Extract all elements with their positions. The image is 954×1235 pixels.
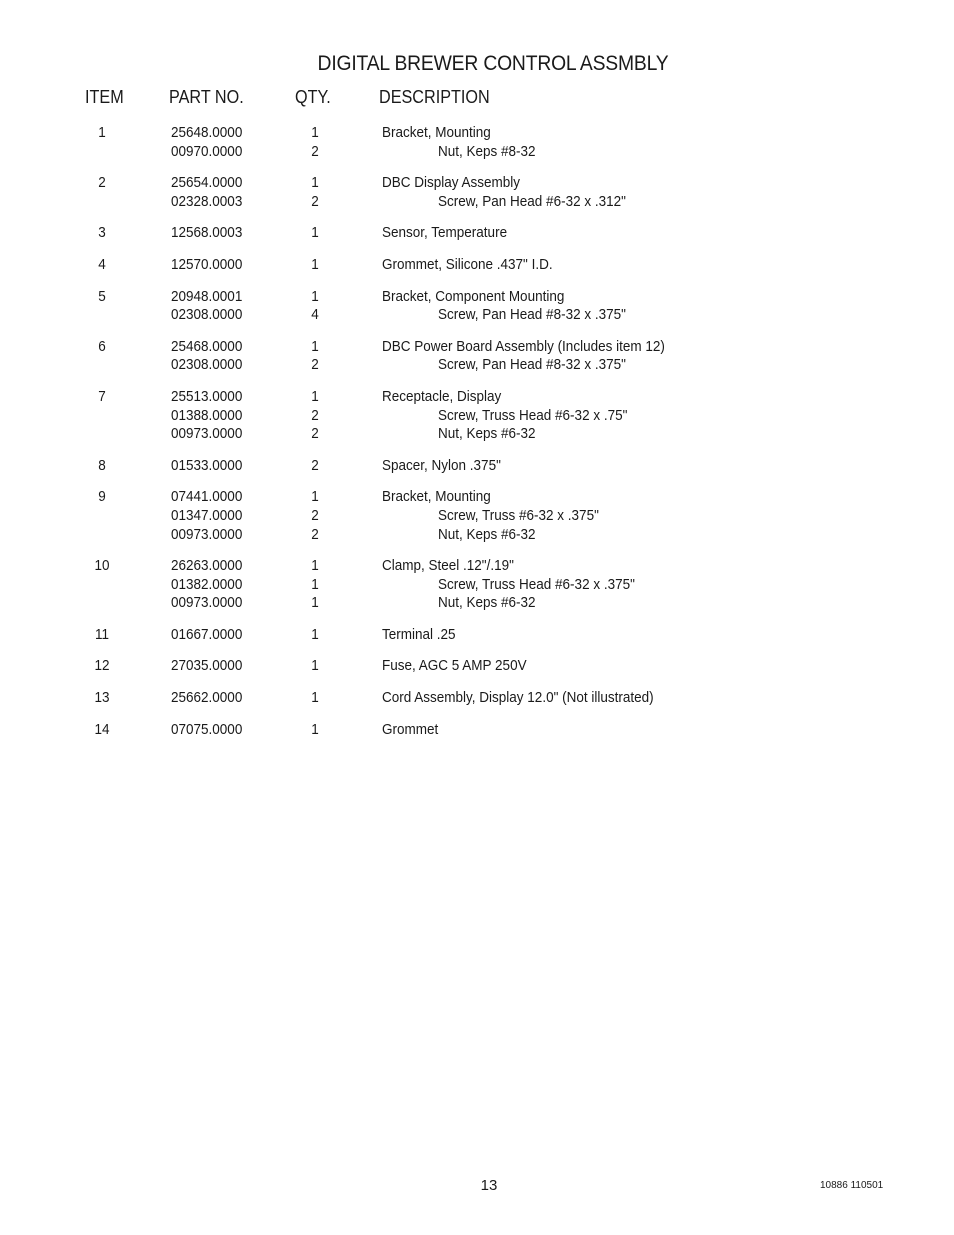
part-group [0, 338, 954, 375]
parts-list [0, 124, 954, 752]
item-number: 6 [98, 337, 106, 355]
quantity: 1 [311, 255, 319, 273]
part-number: 00973.0000 [171, 594, 243, 612]
part-row [0, 256, 954, 275]
item-number: 10 [94, 557, 110, 575]
part-number: 25662.0000 [171, 689, 243, 707]
part-number: 01347.0000 [171, 506, 243, 524]
part-number: 25654.0000 [171, 174, 243, 192]
description: Cord Assembly, Display 12.0" (Not illustrated) [382, 689, 654, 707]
description: Screw, Pan Head #6-32 x .312" [438, 192, 626, 210]
description: Grommet [382, 720, 439, 738]
description: Bracket, Mounting [382, 124, 491, 141]
quantity: 2 [311, 406, 319, 424]
description: Bracket, Mounting [382, 488, 491, 506]
quantity: 1 [311, 575, 319, 593]
part-group [0, 388, 954, 444]
page-title: DIGITAL BREWER CONTROL ASSMBLY [317, 52, 669, 75]
quantity: 1 [311, 657, 319, 675]
part-row [0, 306, 954, 325]
part-group [0, 721, 954, 740]
part-group [0, 689, 954, 708]
part-row [0, 457, 954, 476]
quantity: 2 [311, 142, 319, 160]
part-group [0, 224, 954, 243]
item-number: 2 [98, 174, 106, 192]
description: Bracket, Component Mounting [382, 287, 565, 305]
description: Screw, Pan Head #8-32 x .375" [438, 306, 626, 324]
description: Fuse, AGC 5 AMP 250V [382, 657, 527, 675]
part-number: 25513.0000 [171, 387, 243, 405]
part-number: 25648.0000 [171, 124, 243, 141]
item-number: 9 [98, 488, 106, 506]
part-number: 02308.0000 [171, 306, 243, 324]
description: Spacer, Nylon .375" [382, 456, 501, 474]
quantity: 2 [311, 525, 319, 543]
part-number: 01533.0000 [171, 456, 243, 474]
part-number: 01667.0000 [171, 625, 243, 643]
column-header-row [0, 87, 954, 109]
part-group [0, 488, 954, 544]
part-row [0, 224, 954, 243]
quantity: 1 [311, 337, 319, 355]
quantity: 1 [311, 174, 319, 192]
part-row [0, 626, 954, 645]
description: Nut, Keps #6-32 [438, 425, 536, 443]
quantity: 1 [311, 720, 319, 738]
part-row [0, 193, 954, 212]
document-code: 10886 110501 [820, 1180, 884, 1191]
part-number: 00973.0000 [171, 425, 243, 443]
description: Clamp, Steel .12"/.19" [382, 557, 514, 575]
description: Screw, Pan Head #8-32 x .375" [438, 356, 626, 374]
part-group [0, 626, 954, 645]
part-row [0, 721, 954, 740]
quantity: 1 [311, 124, 319, 141]
quantity: 1 [311, 387, 319, 405]
quantity: 1 [311, 557, 319, 575]
part-number: 27035.0000 [171, 657, 243, 675]
part-row [0, 425, 954, 444]
description: Grommet, Silicone .437" I.D. [382, 255, 553, 273]
part-row [0, 576, 954, 595]
part-row [0, 657, 954, 676]
quantity: 4 [311, 306, 319, 324]
part-number: 20948.0001 [171, 287, 243, 305]
description: DBC Display Assembly [382, 174, 521, 192]
item-number: 4 [98, 255, 106, 273]
quantity: 1 [311, 488, 319, 506]
quantity: 1 [311, 224, 319, 242]
item-number: 5 [98, 287, 106, 305]
item-number: 13 [94, 689, 110, 707]
description: Screw, Truss Head #6-32 x .75" [438, 406, 628, 424]
quantity: 1 [311, 625, 319, 643]
part-number: 00973.0000 [171, 525, 243, 543]
part-row [0, 388, 954, 407]
part-group [0, 124, 954, 161]
header-qty: QTY. [295, 87, 331, 107]
part-number: 02308.0000 [171, 356, 243, 374]
part-row [0, 338, 954, 357]
quantity: 1 [311, 287, 319, 305]
item-number: 11 [94, 625, 110, 643]
item-number: 3 [98, 224, 106, 242]
description: Receptacle, Display [382, 387, 502, 405]
part-group [0, 457, 954, 476]
part-number: 02328.0003 [171, 192, 243, 210]
part-number: 07441.0000 [171, 488, 243, 506]
part-group [0, 256, 954, 275]
quantity: 2 [311, 425, 319, 443]
part-row [0, 488, 954, 507]
part-number: 12568.0003 [171, 224, 243, 242]
part-number: 00970.0000 [171, 142, 243, 160]
quantity: 1 [311, 689, 319, 707]
header-part-no: PART NO. [169, 87, 244, 107]
quantity: 1 [311, 594, 319, 612]
part-row [0, 356, 954, 375]
part-row [0, 288, 954, 307]
part-row [0, 526, 954, 545]
part-row [0, 594, 954, 613]
item-number: 1 [98, 124, 106, 141]
item-number: 8 [98, 456, 106, 474]
description: Nut, Keps #6-32 [438, 594, 536, 612]
part-group [0, 288, 954, 325]
header-description: DESCRIPTION [379, 87, 490, 107]
part-number: 26263.0000 [171, 557, 243, 575]
quantity: 2 [311, 456, 319, 474]
part-group [0, 557, 954, 613]
part-row [0, 507, 954, 526]
page-number: 13 [480, 1177, 498, 1194]
part-row [0, 689, 954, 708]
quantity: 2 [311, 192, 319, 210]
description: Screw, Truss #6-32 x .375" [438, 506, 599, 524]
part-row [0, 124, 954, 143]
description: Terminal .25 [382, 625, 456, 643]
description: Sensor, Temperature [382, 224, 508, 242]
description: Screw, Truss Head #6-32 x .375" [438, 575, 635, 593]
part-group [0, 657, 954, 676]
description: Nut, Keps #8-32 [438, 142, 536, 160]
part-number: 25468.0000 [171, 337, 243, 355]
part-row [0, 407, 954, 426]
part-number: 01388.0000 [171, 406, 243, 424]
quantity: 2 [311, 506, 319, 524]
header-item: ITEM [85, 87, 124, 107]
part-number: 07075.0000 [171, 720, 243, 738]
part-row [0, 174, 954, 193]
description: Nut, Keps #6-32 [438, 525, 536, 543]
part-group [0, 174, 954, 211]
part-row [0, 557, 954, 576]
quantity: 2 [311, 356, 319, 374]
part-number: 12570.0000 [171, 255, 243, 273]
description: DBC Power Board Assembly (Includes item 12) [382, 337, 665, 355]
part-row [0, 143, 954, 162]
part-number: 01382.0000 [171, 575, 243, 593]
item-number: 7 [98, 387, 106, 405]
item-number: 14 [94, 720, 110, 738]
item-number: 12 [94, 657, 110, 675]
